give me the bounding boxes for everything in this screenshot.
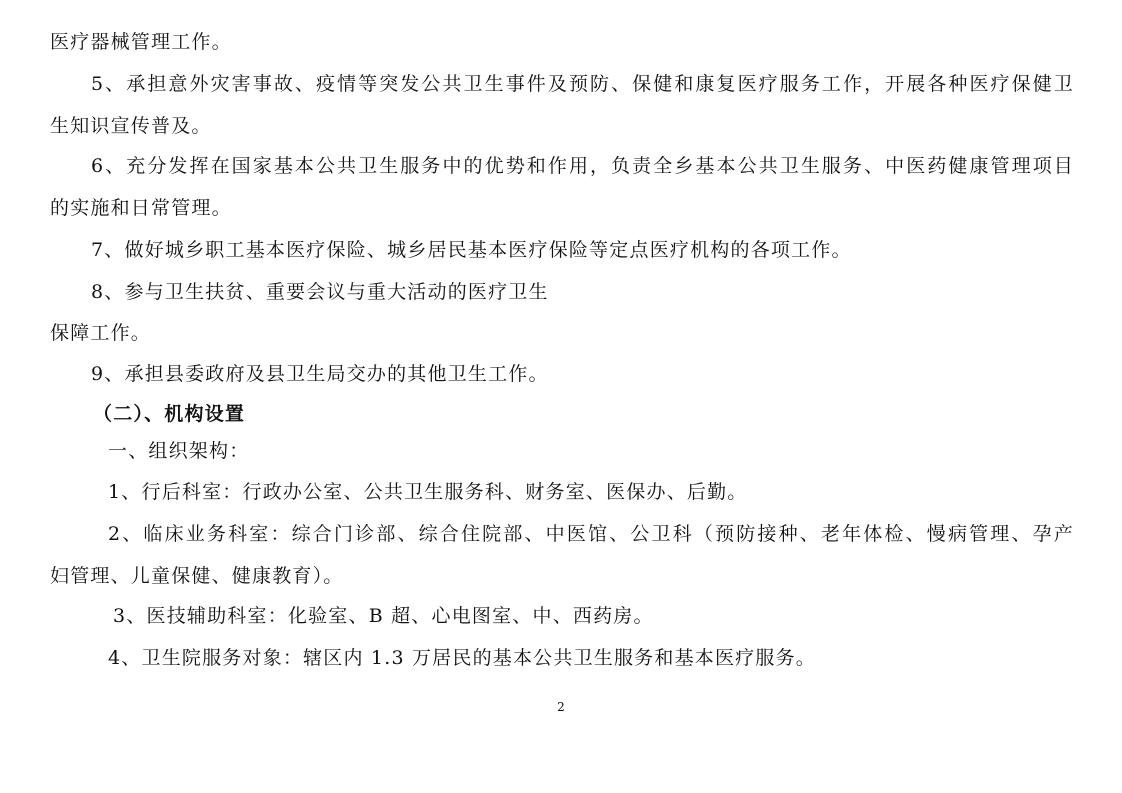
text-line: 医疗器械管理工作。 — [50, 31, 232, 53]
text-line: 8、参与卫生扶贫、重要会议与重大活动的医疗卫生 — [91, 281, 549, 303]
text-line: 4、卫生院服务对象：辖区内 1.3 万居民的基本公共卫生服务和基本医疗服务。 — [108, 647, 816, 669]
text-line: 9、承担县委政府及县卫生局交办的其他卫生工作。 — [91, 363, 549, 385]
text-line: 的实施和日常管理。 — [50, 197, 232, 219]
text-line: 2、临床业务科室：综合门诊部、综合住院部、中医馆、公卫科（预防接种、老年体检、慢病管理、孕产 — [108, 523, 1074, 545]
text-line: 6、充分发挥在国家基本公共卫生服务中的优势和作用，负责全乡基本公共卫生服务、中医药健康管理项目 — [91, 155, 1074, 177]
text-line: 保障工作。 — [50, 322, 152, 344]
text-line: 7、做好城乡职工基本医疗保险、城乡居民基本医疗保险等定点医疗机构的各项工作。 — [91, 239, 852, 261]
section-heading: （二）、机构设置 — [93, 403, 246, 425]
text-line: 3、医技辅助科室：化验室、B 超、心电图室、中、西药房。 — [113, 605, 654, 627]
page-number: 2 — [557, 700, 565, 714]
text-line: 妇管理、儿童保健、健康教育）。 — [50, 565, 344, 587]
subsection-heading: 一、组织架构： — [108, 440, 250, 462]
text-line: 5、承担意外灾害事故、疫情等突发公共卫生事件及预防、保健和康复医疗服务工作，开展各种医疗保健卫 — [91, 73, 1074, 95]
text-line: 1、行后科室：行政办公室、公共卫生服务科、财务室、医保办、后勤。 — [108, 481, 748, 503]
text-line: 生知识宣传普及。 — [50, 115, 212, 137]
